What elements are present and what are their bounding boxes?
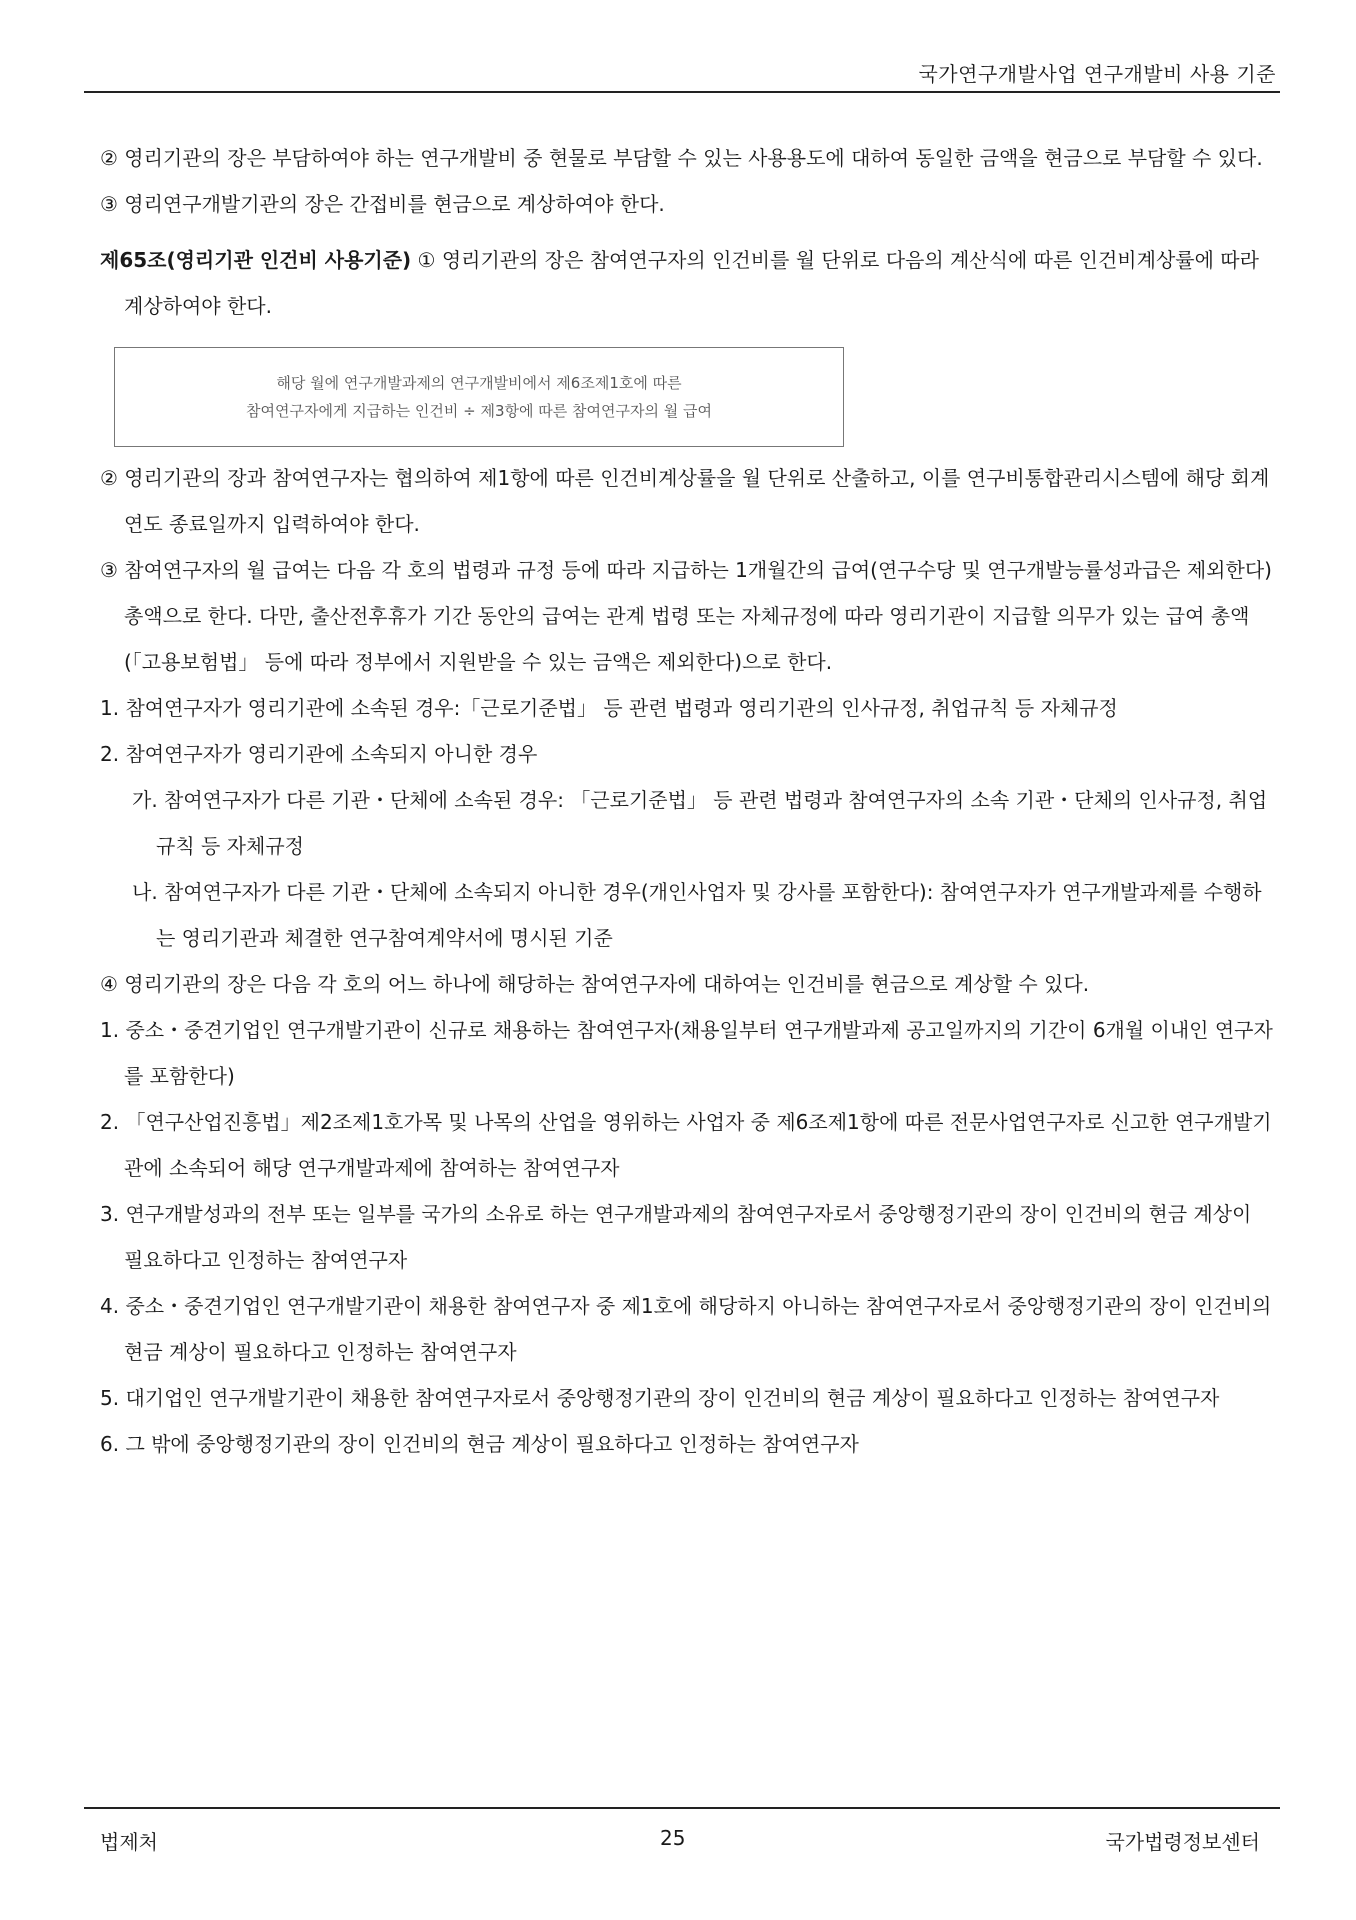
list-item-4-6: 6. 그 밖에 중앙행정기관의 장이 인건비의 현금 계상이 필요하다고 인정하는 참여연구자 bbox=[100, 1432, 859, 1456]
formula-line-2: 참여연구자에게 지급하는 인건비 ÷ 제3항에 따른 참여연구자의 월 급여 bbox=[246, 402, 712, 420]
header-title: 국가연구개발사업 연구개발비 사용 기준 bbox=[918, 62, 1276, 86]
list-item-3-1: 1. 참여연구자가 영리기관에 소속된 경우:「근로기준법」 등 관련 법령과 영리기관의 인사규정, 취업규칙 등 자체규정 bbox=[100, 696, 1118, 720]
page-number: 25 bbox=[660, 1826, 686, 1850]
paragraph-article-4: ④ 영리기관의 장은 다음 각 호의 어느 하나에 해당하는 참여연구자에 대하여는 인건비를 현금으로 계상할 수 있다. bbox=[100, 972, 1090, 996]
footer-publisher: 법제처 bbox=[100, 1830, 158, 1854]
header-rule bbox=[84, 91, 1280, 93]
paragraph-article-3: ③ 참여연구자의 월 급여는 다음 각 호의 법령과 규정 등에 따라 지급하는 1개월간의 급여(연구수당 및 연구개발능률성과급은 제외한다) 총액으로 한다. 다만, 출산전후휴가 기간 동안의 급여는 관계 법령 또는 자체규정에 따라 영리기관이 지급할 의무가 있는 급여 총액(「고용보험법」 등에 따라 정부에서 지원받을 수 있는 금액은 제외한다)으로 한다. bbox=[100, 558, 1272, 674]
list-item-4-5: 5. 대기업인 연구개발기관이 채용한 참여연구자로서 중앙행정기관의 장이 인건비의 현금 계상이 필요하다고 인정하는 참여연구자 bbox=[100, 1386, 1220, 1410]
article-65 bbox=[100, 237, 1276, 329]
list-item-3-2: 2. 참여연구자가 영리기관에 소속되지 아니한 경우 bbox=[100, 742, 538, 766]
list-item-3-2-ga: 가. 참여연구자가 다른 기관・단체에 소속된 경우: 「근로기준법」 등 관련 법령과 참여연구자의 소속 기관・단체의 인사규정, 취업규칙 등 자체규정 bbox=[132, 788, 1268, 858]
footer-source: 국가법령정보센터 bbox=[1105, 1830, 1260, 1854]
paragraph-2: ② 영리기관의 장은 부담하여야 하는 연구개발비 중 현물로 부담할 수 있는 사용용도에 대하여 동일한 금액을 현금으로 부담할 수 있다. bbox=[100, 146, 1263, 170]
paragraph-article-2: ② 영리기관의 장과 참여연구자는 협의하여 제1항에 따른 인건비계상률을 월 단위로 산출하고, 이를 연구비통합관리시스템에 해당 회계연도 종료일까지 입력하여야 한다. bbox=[100, 466, 1270, 536]
formula-box bbox=[114, 347, 844, 447]
list-item-3-2-na: 나. 참여연구자가 다른 기관・단체에 소속되지 아니한 경우(개인사업자 및 강사를 포함한다): 참여연구자가 연구개발과제를 수행하는 영리기관과 체결한 연구참여계약서에 명시된 기준 bbox=[132, 880, 1262, 950]
list-item-4-4: 4. 중소・중견기업인 연구개발기관이 채용한 참여연구자 중 제1호에 해당하지 아니하는 참여연구자로서 중앙행정기관의 장이 인건비의 현금 계상이 필요하다고 인정하는 참여연구자 bbox=[100, 1294, 1272, 1364]
paragraph-3: ③ 영리연구개발기관의 장은 간접비를 현금으로 계상하여야 한다. bbox=[100, 192, 665, 216]
formula-line-1: 해당 월에 연구개발과제의 연구개발비에서 제6조제1호에 따른 bbox=[276, 374, 682, 392]
document-body bbox=[100, 135, 1276, 1467]
article-title: 제65조(영리기관 인건비 사용기준) bbox=[100, 248, 412, 272]
list-item-4-2: 2. 「연구산업진흥법」제2조제1호가목 및 나목의 산업을 영위하는 사업자 중 제6조제1항에 따른 전문사업연구자로 신고한 연구개발기관에 소속되어 해당 연구개발과제에 참여하는 참여연구자 bbox=[100, 1110, 1272, 1180]
footer-rule bbox=[84, 1807, 1280, 1809]
list-item-4-1: 1. 중소・중견기업인 연구개발기관이 신규로 채용하는 참여연구자(채용일부터 연구개발과제 공고일까지의 기간이 6개월 이내인 연구자를 포함한다) bbox=[100, 1018, 1273, 1088]
list-item-4-3: 3. 연구개발성과의 전부 또는 일부를 국가의 소유로 하는 연구개발과제의 참여연구자로서 중앙행정기관의 장이 인건비의 현금 계상이 필요하다고 인정하는 참여연구자 bbox=[100, 1202, 1252, 1272]
article-text: ① 영리기관의 장은 참여연구자의 인건비를 월 단위로 다음의 계산식에 따른 인건비계상률에 따라 계상하여야 한다. bbox=[124, 248, 1259, 318]
